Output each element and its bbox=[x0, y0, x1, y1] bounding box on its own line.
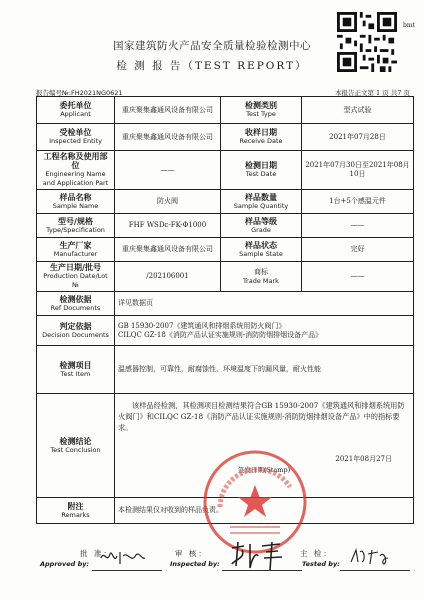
remarks-value: 本检测结果仅对收到的样品负责。 bbox=[115, 498, 414, 524]
tested-label: 主 检： bbox=[300, 549, 333, 558]
table-row bbox=[37, 498, 414, 524]
org-title: 国家建筑防火产品安全质量检验检测中心 bbox=[113, 40, 311, 52]
engineering-label: 工程名称及使用部位 Engineering Name and Application Part bbox=[37, 151, 115, 190]
table-row bbox=[37, 214, 414, 238]
tested-line bbox=[340, 570, 410, 571]
qr-code-icon bbox=[337, 12, 397, 72]
sample-state-label: 样品状态 Sample State bbox=[221, 238, 302, 262]
ref-documents-label: 检测依据 Ref Documents bbox=[37, 292, 115, 316]
test-date-label: 检测日期 Test Date bbox=[221, 151, 302, 190]
report-number: 报告编号№:FH2021NG0621 bbox=[36, 89, 123, 97]
qr-label: bmt bbox=[403, 22, 415, 29]
table-row bbox=[37, 238, 414, 262]
test-item-value: 温感器控制，可靠性，耐腐蚀性，环境温度下的漏风量，耐火性能 bbox=[115, 346, 414, 394]
test-conclusion-label: 检测结论 Test Conclusion bbox=[37, 394, 115, 498]
table-row bbox=[37, 262, 414, 292]
approved-line bbox=[92, 570, 162, 571]
table-row bbox=[37, 394, 414, 498]
table-row bbox=[37, 151, 414, 190]
decision-documents-value bbox=[115, 316, 414, 346]
conclusion-date: 2021年08月27日 bbox=[335, 455, 392, 463]
approved-label-en: Approved by: bbox=[40, 560, 90, 568]
signature-row bbox=[0, 546, 424, 586]
table-row bbox=[37, 97, 414, 124]
table-row bbox=[37, 124, 414, 151]
report-table bbox=[36, 96, 414, 524]
type-spec-value: FHF WSDc-FK-Φ1000 bbox=[115, 214, 221, 238]
sample-quantity-label: 样品数量 Sample Quantity bbox=[221, 190, 302, 214]
decision-documents-label: 判定依据 Decision Documents bbox=[37, 316, 115, 346]
trade-mark-label: 商标 Trade Mark bbox=[221, 262, 302, 292]
type-spec-label: 型号/规格 Type/Specification bbox=[37, 214, 115, 238]
engineering-value: —— bbox=[115, 151, 221, 190]
test-type-label: 检测类别 Test Type bbox=[221, 97, 302, 124]
sample-name-label: 样品名称 Sample Name bbox=[37, 190, 115, 214]
grade-value: —— bbox=[302, 214, 414, 238]
test-date-value: 2021年07月30日至2021年08月10日 bbox=[302, 151, 414, 190]
test-item-label: 检测项目 Test Item bbox=[37, 346, 115, 394]
applicant-value: 重庆聚集鑫通风设备有限公司 bbox=[115, 97, 221, 124]
conclusion-text: 该样品经检测，其检测项目检测结果符合GB 15930-2007《建筑通风和排烟系统用防火阀门》和CILQC GZ-18《消防产品认证实施规则-消防防烟排烟设备产品》中的指标要求。 bbox=[118, 401, 405, 432]
grade-label: 样品等级 Grade bbox=[221, 214, 302, 238]
manufacturer-value: 重庆聚集鑫通风设备有限公司 bbox=[115, 238, 221, 262]
inspected-entity-label: 受检单位 Inspected Entity bbox=[37, 124, 115, 151]
tested-label-en: Tested by: bbox=[302, 560, 340, 568]
inspected-entity-value: 重庆聚集鑫通风设备有限公司 bbox=[115, 124, 221, 151]
table-row bbox=[37, 190, 414, 214]
sample-state-value: 完好 bbox=[302, 238, 414, 262]
production-date-label: 生产日期/批号 Production Date/Lot № bbox=[37, 262, 115, 292]
tested-signature-icon bbox=[348, 546, 392, 568]
report-title: 检 测 报 告（TEST REPORT） bbox=[116, 60, 308, 72]
manufacturer-label: 生产厂家 Manufacturer bbox=[37, 238, 115, 262]
page-info: 本报告正文第 1 页 共7 页 bbox=[334, 89, 410, 97]
test-conclusion-value bbox=[115, 394, 414, 498]
remarks-label: 附注 Remarks bbox=[37, 498, 115, 524]
inspected-label-en: Inspected by: bbox=[170, 560, 220, 568]
applicant-label: 委托单位 Applicant bbox=[37, 97, 115, 124]
receive-date-value: 2021年07月28日 bbox=[302, 124, 414, 151]
decision-line-2: CILQC GZ-18《消防产品认证实施规则-消防防烟排烟设备产品》 bbox=[118, 330, 323, 339]
sample-quantity-value: 1台+5个感温元件 bbox=[302, 190, 414, 214]
conclusion-stamp-label: 签发日期(Stamp) bbox=[237, 466, 291, 474]
receive-date-label: 收样日期 Receive Date bbox=[221, 124, 302, 151]
inspected-label: 审 核： bbox=[175, 549, 208, 558]
production-date-value: /202106001 bbox=[115, 262, 221, 292]
table-row bbox=[37, 316, 414, 346]
approved-signature-icon bbox=[98, 546, 148, 568]
table-row bbox=[37, 346, 414, 394]
table-row bbox=[37, 292, 414, 316]
ref-documents-value: 详见数据页 bbox=[115, 292, 414, 316]
test-type-value: 型式试验 bbox=[302, 97, 414, 124]
inspected-signature-icon bbox=[228, 538, 288, 572]
approved-label: 批 准： bbox=[80, 549, 113, 558]
trade-mark-value: —— bbox=[302, 262, 414, 292]
sample-name-value: 防火阀 bbox=[115, 190, 221, 214]
decision-line-1: GB 15930-2007《建筑通风和排烟系统用防火阀门》 bbox=[118, 321, 286, 330]
